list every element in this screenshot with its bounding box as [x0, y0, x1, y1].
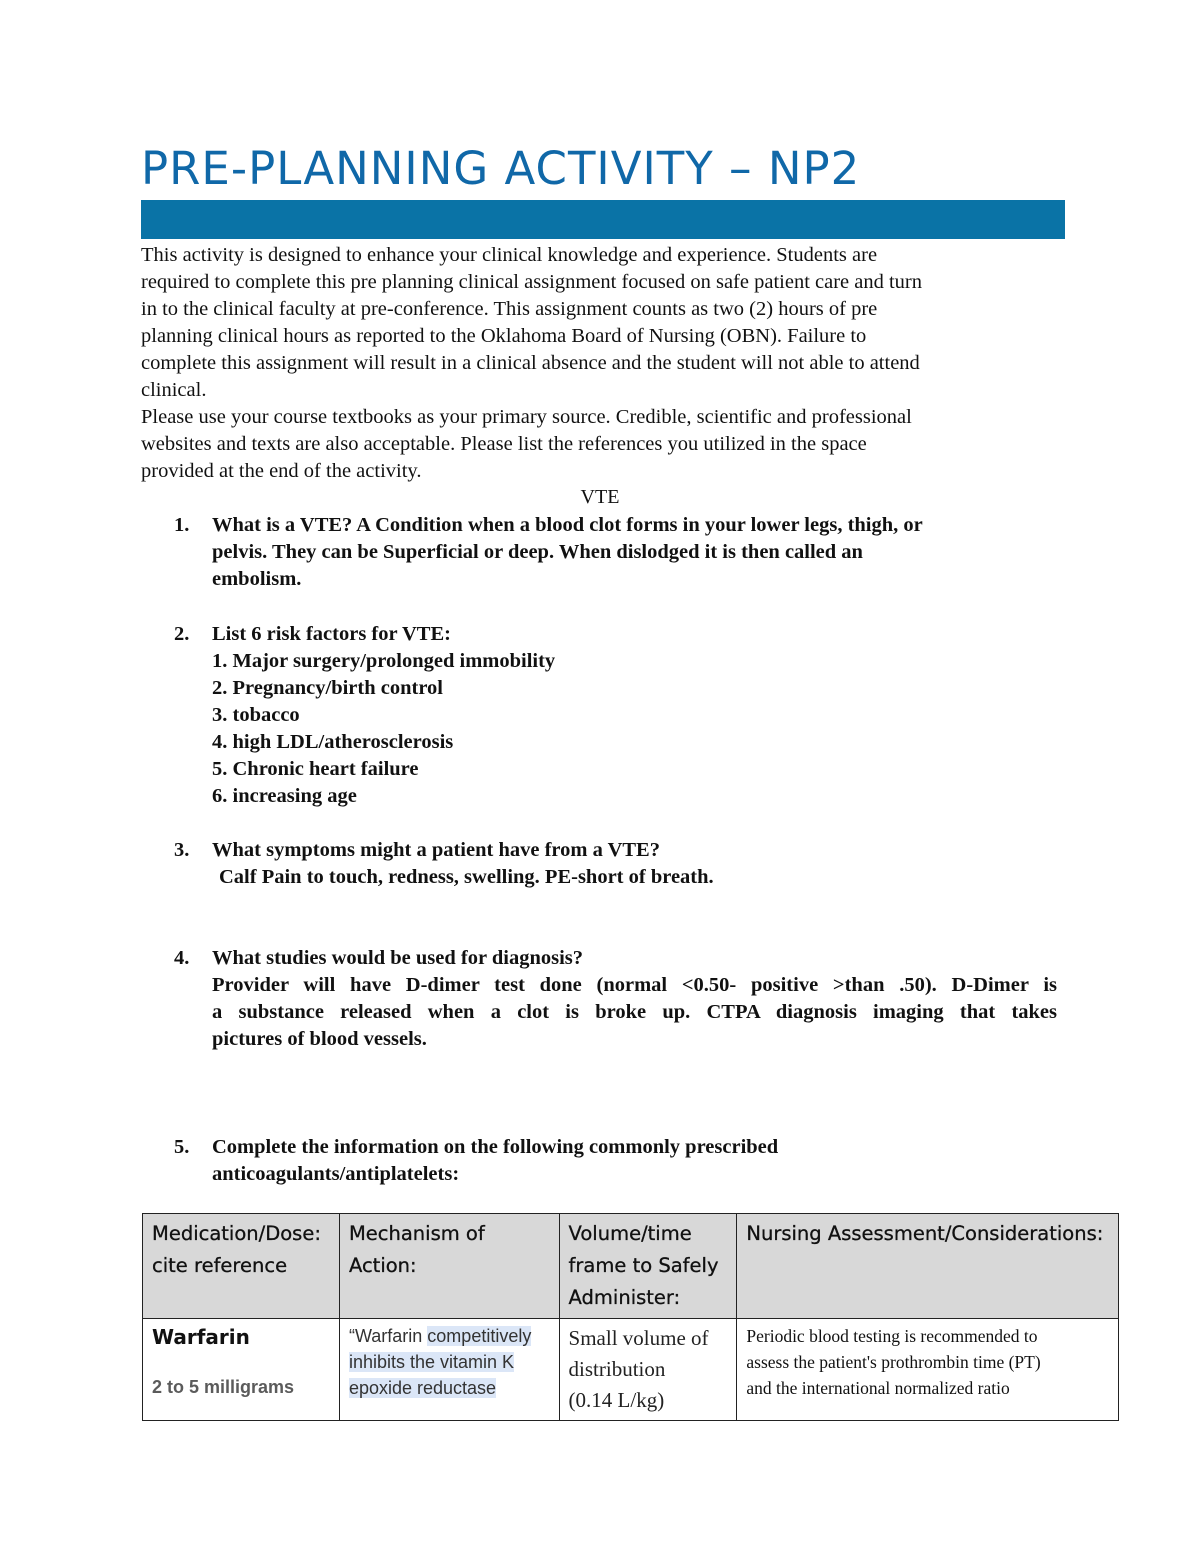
- text-line: clinical.: [141, 379, 207, 401]
- list-item: 2. Pregnancy/birth control: [212, 677, 443, 699]
- header-volume-time: [559, 1214, 737, 1319]
- section-heading: VTE: [580, 486, 620, 508]
- cell-nursing: [737, 1319, 1119, 1421]
- text-line: websites and texts are also acceptable. Please list the references you utilized in the space: [141, 433, 867, 455]
- question-body: [212, 512, 923, 593]
- drug-dose: 2 to 5 milligrams: [152, 1377, 295, 1397]
- question-number: 5.: [174, 1136, 190, 1158]
- table-header-row: [143, 1214, 1119, 1319]
- header-line: cite reference: [152, 1254, 288, 1277]
- text-line: distribution: [568, 1357, 666, 1381]
- question-number: 2.: [174, 623, 190, 645]
- header-line: Mechanism of: [348, 1222, 485, 1245]
- text-line: required to complete this pre planning clinical assignment focused on safe patient care and turn: [141, 271, 923, 293]
- text-line: anticoagulants/antiplatelets:: [212, 1163, 460, 1185]
- question-prompt: What symptoms might a patient have from a VTE?: [212, 839, 660, 861]
- list-item: 5. Chronic heart failure: [212, 758, 419, 780]
- answer-line: pictures of blood vessels.: [212, 1028, 427, 1050]
- highlighted-text: epoxide reductase: [348, 1378, 497, 1398]
- text-line: complete this assignment will result in a clinical absence and the student will not able to attend: [141, 352, 920, 374]
- text-line: planning clinical hours as reported to the Oklahoma Board of Nursing (OBN). Failure to: [141, 325, 867, 347]
- header-medication-dose: [143, 1214, 340, 1319]
- text-line: embolism.: [212, 568, 302, 590]
- header-line: Administer:: [568, 1286, 681, 1309]
- header-line: Action:: [348, 1254, 417, 1277]
- question-number: 1.: [174, 514, 190, 536]
- cell-mechanism: [339, 1319, 559, 1421]
- question-prompt: What studies would be used for diagnosis?: [212, 947, 583, 969]
- list-item: 1. Major surgery/prolonged immobility: [212, 650, 556, 672]
- header-nursing-assessment: [737, 1214, 1119, 1319]
- list-item: 4. high LDL/atherosclerosis: [212, 731, 454, 753]
- text-line: This activity is designed to enhance your clinical knowledge and experience. Students are: [141, 244, 878, 266]
- question-body: [212, 837, 714, 891]
- question-number: 3.: [174, 839, 190, 861]
- header-line: frame to Safely: [568, 1254, 719, 1277]
- header-mechanism: [339, 1214, 559, 1319]
- question-answer: Calf Pain to touch, redness, swelling. PE-short of breath.: [219, 866, 714, 888]
- document-title: PRE-PLANNING ACTIVITY – NP2: [141, 142, 861, 195]
- cell-medication: [143, 1319, 340, 1421]
- header-line: Nursing Assessment/Considerations:: [746, 1222, 1104, 1245]
- answer-line: a substance released when a clot is broke up. CTPA diagnosis imaging that takes: [212, 1001, 1057, 1023]
- text-line: assess the patient's prothrombin time (PT): [746, 1352, 1041, 1372]
- text-line: in to the clinical faculty at pre-conference. This assignment counts as two (2) hours of pre: [141, 298, 878, 320]
- header-line: Medication/Dose:: [152, 1222, 321, 1245]
- text-line: Please use your course textbooks as your primary source. Credible, scientific and professional: [141, 406, 912, 428]
- mechanism-text: “Warfarin: [348, 1326, 428, 1346]
- text-line: What is a VTE? A Condition when a blood clot forms in your lower legs, thigh, or: [212, 514, 923, 536]
- text-line: Complete the information on the following commonly prescribed: [212, 1136, 779, 1158]
- drug-name: Warfarin: [152, 1325, 250, 1349]
- text-line: (0.14 L/kg): [568, 1388, 665, 1412]
- text-line: and the international normalized ratio: [746, 1378, 1010, 1398]
- title-underline-bar: [141, 200, 1065, 239]
- medication-table: [142, 1213, 1119, 1421]
- question-body: [212, 945, 1057, 1053]
- highlighted-text: inhibits the vitamin K: [348, 1352, 515, 1372]
- intro-text: [141, 242, 1056, 485]
- intro-paragraph-2: [141, 404, 1056, 485]
- list-item: 3. tobacco: [212, 704, 300, 726]
- question-number: 4.: [174, 947, 190, 969]
- highlighted-text: competitively: [427, 1326, 532, 1346]
- text-line: Small volume of: [568, 1326, 709, 1350]
- header-line: Volume/time: [568, 1222, 692, 1245]
- table-row: [143, 1319, 1119, 1421]
- text-line: pelvis. They can be Superficial or deep. When dislodged it is then called an: [212, 541, 863, 563]
- cell-volume: [559, 1319, 737, 1421]
- text-line: Periodic blood testing is recommended to: [746, 1326, 1038, 1346]
- text-line: provided at the end of the activity.: [141, 460, 422, 482]
- question-body: [212, 1134, 778, 1188]
- question-prompt: List 6 risk factors for VTE:: [212, 623, 451, 645]
- list-item: 6. increasing age: [212, 785, 357, 807]
- answer-line: Provider will have D-dimer test done (normal <0.50- positive >than .50). D-Dimer is: [212, 974, 1057, 996]
- question-body: [212, 621, 555, 810]
- intro-paragraph-1: [141, 242, 1056, 404]
